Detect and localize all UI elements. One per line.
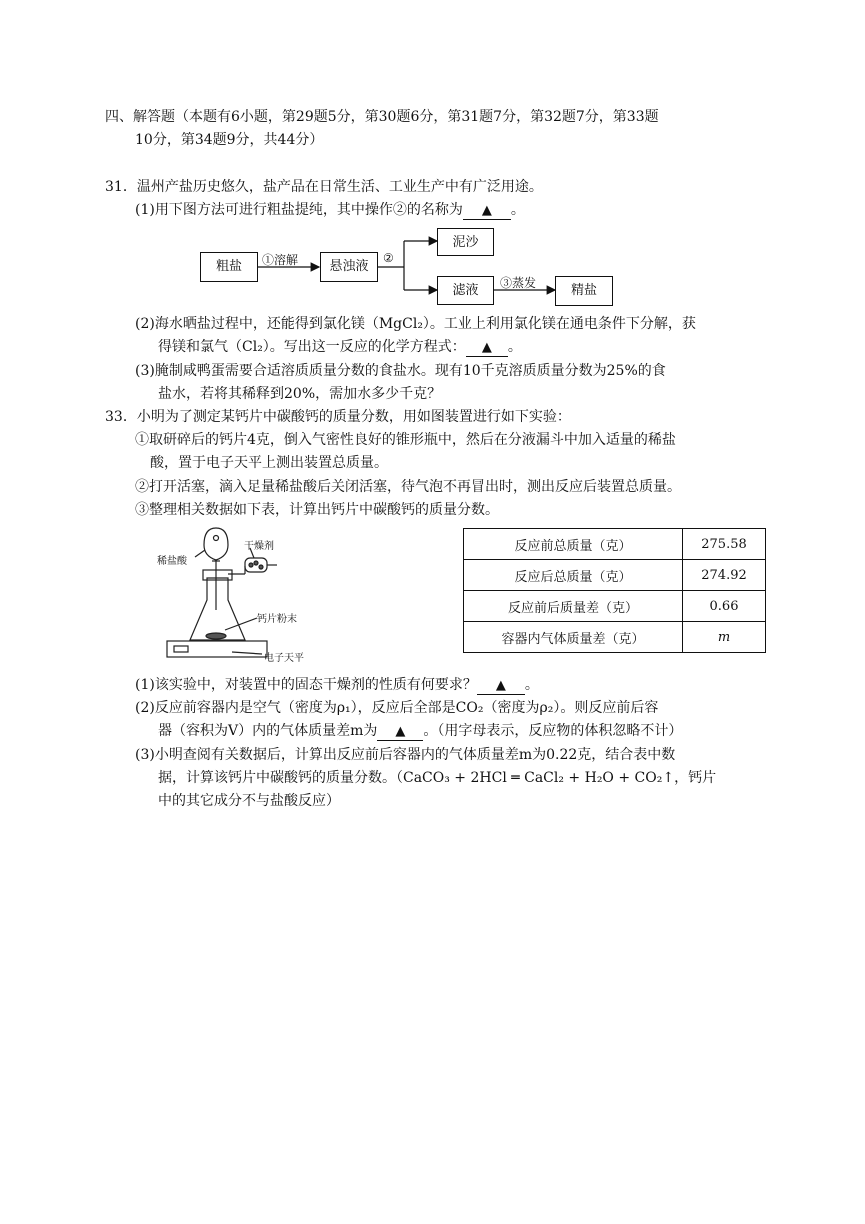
flask-icon	[190, 578, 245, 640]
q33-part1-text: (1)该实验中，对装置中的固态干燥剂的性质有何要求？	[135, 677, 477, 693]
q33-part2-suffix: 。（用字母表示，反应物的体积忽略不计）	[423, 723, 683, 739]
q31-part2-line2	[158, 337, 522, 357]
blank-mark: ▲	[395, 724, 406, 739]
section-title: 四、解答题（本题有6小题，第29题5分，第30题6分，第31题7分，第32题7分，第33题	[105, 109, 659, 125]
label-step3: ③蒸发	[500, 276, 537, 290]
box-crude-salt: 粗盐	[200, 252, 258, 282]
q33-intro: 33．小明为了测定某钙片中碳酸钙的质量分数，用如图装置进行如下实验：	[105, 409, 571, 425]
q33-step3: ③整理相关数据如下表，计算出钙片中碳酸钙的质量分数。	[135, 502, 499, 518]
answer-blank[interactable]	[466, 339, 508, 357]
table-cell-label: 反应后总质量（克）	[464, 560, 683, 591]
table-cell-value: m	[683, 622, 766, 653]
q33-part2-line1: (2)反应前容器内是空气（密度为ρ₁），反应后全部是CO₂（密度为ρ₂）。则反应前后容	[135, 700, 659, 716]
label-powder: 钙片粉末	[257, 614, 297, 625]
label-step1: ①溶解	[262, 253, 299, 267]
answer-blank[interactable]	[377, 723, 423, 741]
table-cell-label: 反应前总质量（克）	[464, 529, 683, 560]
blank-mark: ▲	[481, 203, 492, 218]
blank-mark: ▲	[481, 340, 492, 355]
drying-tube-icon	[245, 558, 267, 572]
q33-part2-line2	[158, 721, 682, 741]
q33-part1	[135, 675, 539, 695]
answer-blank[interactable]	[463, 202, 511, 220]
q33-part2-text: 器（容积为V）内的气体质量差m为	[158, 723, 378, 739]
blank-mark: ▲	[495, 678, 506, 693]
q33-step1-line1: ①取研碎后的钙片4克，倒入气密性良好的锥形瓶中，然后在分液漏斗中加入适量的稀盐	[135, 432, 676, 448]
table-cell-value: 275.58	[683, 529, 766, 560]
powder-icon	[206, 633, 226, 639]
q31-part2-line1: (2)海水晒盐过程中，还能得到氯化镁（MgCl₂）。工业上利用氯化镁在通电条件下分解，获	[135, 316, 696, 332]
funnel-icon	[204, 528, 228, 560]
box-sediment: 泥沙	[437, 228, 494, 256]
q31-part1-suffix: 。	[510, 202, 525, 218]
table-row	[464, 591, 766, 622]
q33-step2: ②打开活塞，滴入足量稀盐酸后关闭活塞，待气泡不再冒出时，测出反应后装置总质量。	[135, 479, 681, 495]
table-row	[464, 560, 766, 591]
label-desiccant: 干燥剂	[244, 541, 274, 552]
label-step2: ②	[383, 251, 394, 265]
answer-blank[interactable]	[477, 677, 525, 695]
q33-part3-line1: (3)小明查阅有关数据后，计算出反应前后容器内的气体质量差m为0.22克，结合表中数	[135, 747, 676, 763]
box-filtrate: 滤液	[437, 276, 494, 305]
q31-part3-line2: 盐水，若将其稀释到20%，需加水多少千克？	[158, 386, 442, 402]
q33-part3-line2: 据，计算该钙片中碳酸钙的质量分数。（CaCO₃ + 2HCl ═ CaCl₂ + H₂O + CO₂↑，钙片	[158, 770, 717, 786]
q31-part3-line1: (3)腌制咸鸭蛋需要合适溶质质量分数的食盐水。现有10千克溶质质量分数为25%的食	[135, 363, 666, 379]
table-cell-label: 容器内气体质量差（克）	[464, 622, 683, 653]
q31-part2-suffix: 。	[507, 339, 522, 355]
label-balance: 电子天平	[264, 653, 304, 664]
table-row	[464, 529, 766, 560]
box-refined-salt: 精盐	[555, 276, 613, 306]
mass-data-table	[463, 528, 766, 653]
q31-part2-text: 得镁和氯气（Cl₂）。写出这一反应的化学方程式：	[158, 339, 466, 355]
q31-part1-text: (1)用下图方法可进行粗盐提纯，其中操作②的名称为	[135, 202, 463, 218]
label-acid: 稀盐酸	[157, 556, 187, 567]
q33-step1-line2: 酸，置于电子天平上测出装置总质量。	[150, 455, 388, 471]
box-suspension: 悬浊液	[320, 252, 378, 282]
q33-part1-suffix: 。	[524, 677, 539, 693]
table-cell-value: 274.92	[683, 560, 766, 591]
table-row	[464, 622, 766, 653]
table-cell-value: 0.66	[683, 591, 766, 622]
q31-part1	[135, 200, 525, 220]
q33-part3-line3: 中的其它成分不与盐酸反应）	[158, 793, 340, 809]
q31-intro: 31．温州产盐历史悠久，盐产品在日常生活、工业生产中有广泛用途。	[105, 179, 543, 195]
section-title-cont: 10分，第34题9分，共44分）	[135, 132, 324, 148]
table-cell-label: 反应前后质量差（克）	[464, 591, 683, 622]
balance-icon	[167, 641, 267, 657]
